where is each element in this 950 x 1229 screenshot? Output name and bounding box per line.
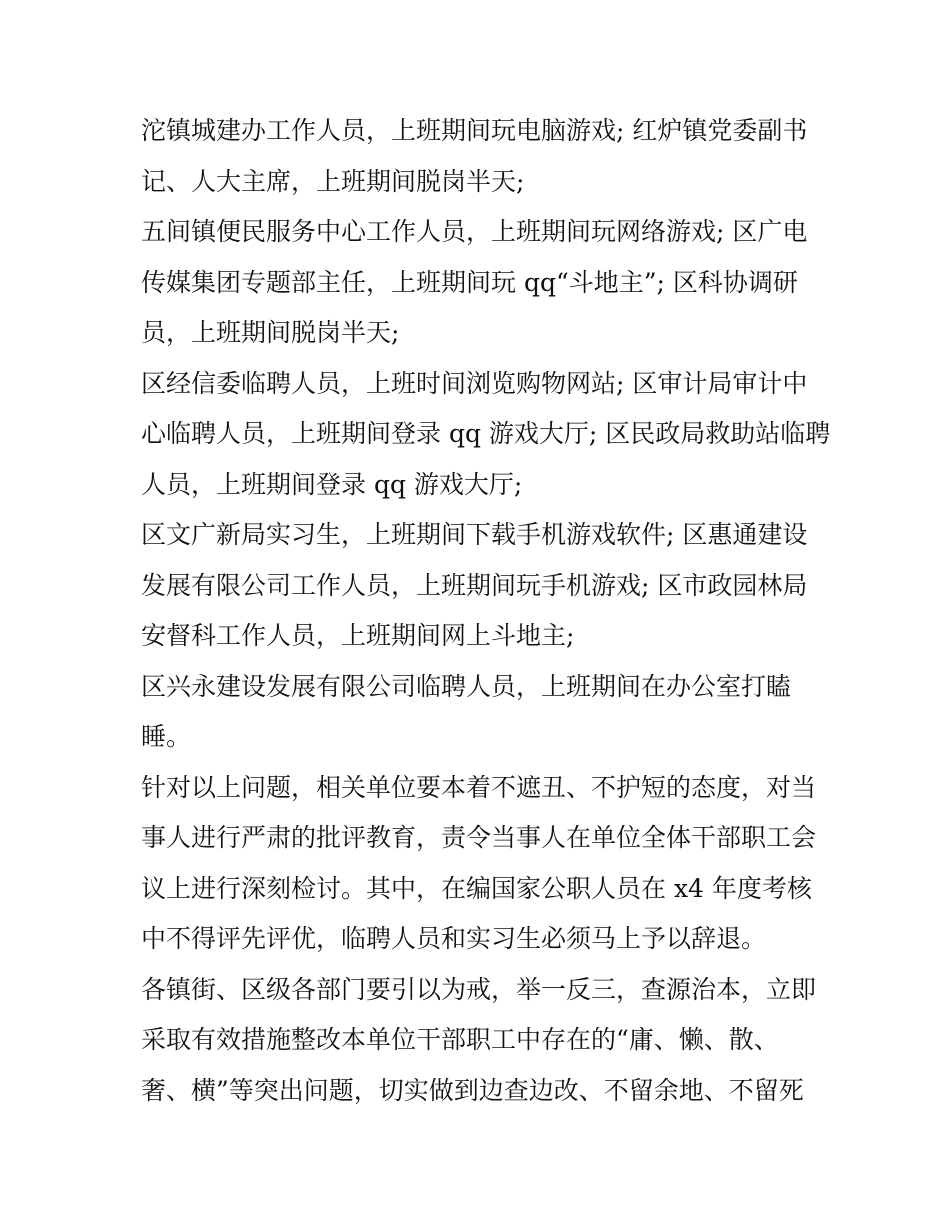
text-line: 区文广新局实习生，上班期间下载手机游戏软件; 区惠通建设: [141, 520, 808, 549]
text-line: 事人进行严肃的批评教育，责令当事人在单位全体干部职工会: [141, 823, 817, 852]
text-line: 针对以上问题，相关单位要本着不遮丑、不护短的态度，对当: [141, 772, 817, 802]
text-line: 议上进行深刻检讨。其中，在编国家公职人员在 x4 年度考核: [141, 873, 812, 903]
text-line: 采取有效措施整改本单位干部职工中存在的“庸、懒、散、: [141, 1025, 779, 1054]
text-line: 区兴永建设发展有限公司临聘人员，上班期间在办公室打瞌: [141, 671, 792, 701]
text-line: 五间镇便民服务中心工作人员，上班期间玩网络游戏; 区广电: [141, 217, 808, 246]
document-body: [141, 106, 831, 1116]
text-line: 心临聘人员，上班期间登录 qq 游戏大厅; 区民政局救助站临聘: [141, 419, 831, 448]
text-line: 安督科工作人员，上班期间网上斗地主;: [141, 621, 575, 650]
text-line: 沱镇城建办工作人员，上班期间玩电脑游戏; 红炉镇党委副书: [141, 116, 808, 145]
text-line: 员，上班期间脱岗半天;: [141, 318, 400, 347]
text-line: 各镇街、区级各部门要引以为戒，举一反三，查源治本，立即: [141, 974, 817, 1004]
text-line: 发展有限公司工作人员，上班期间玩手机游戏; 区市政园林局: [141, 570, 808, 600]
text-line: 传媒集团专题部主任，上班期间玩 qq“斗地主”; 区科协调研: [141, 267, 798, 297]
text-line: 区经信委临聘人员，上班时间浏览购物网站; 区审计局审计中: [141, 368, 808, 398]
text-line: 人员，上班期间登录 qq 游戏大厅;: [141, 469, 523, 499]
text-line: 睡。: [141, 722, 192, 751]
text-line: 记、人大主席，上班期间脱岗半天;: [141, 166, 525, 196]
text-line: 奢、横”等突出问题，切实做到边查边改、不留余地、不留死: [141, 1075, 804, 1105]
text-line: 中不得评先评优，临聘人员和实习生必须马上予以辞退。: [141, 924, 767, 953]
